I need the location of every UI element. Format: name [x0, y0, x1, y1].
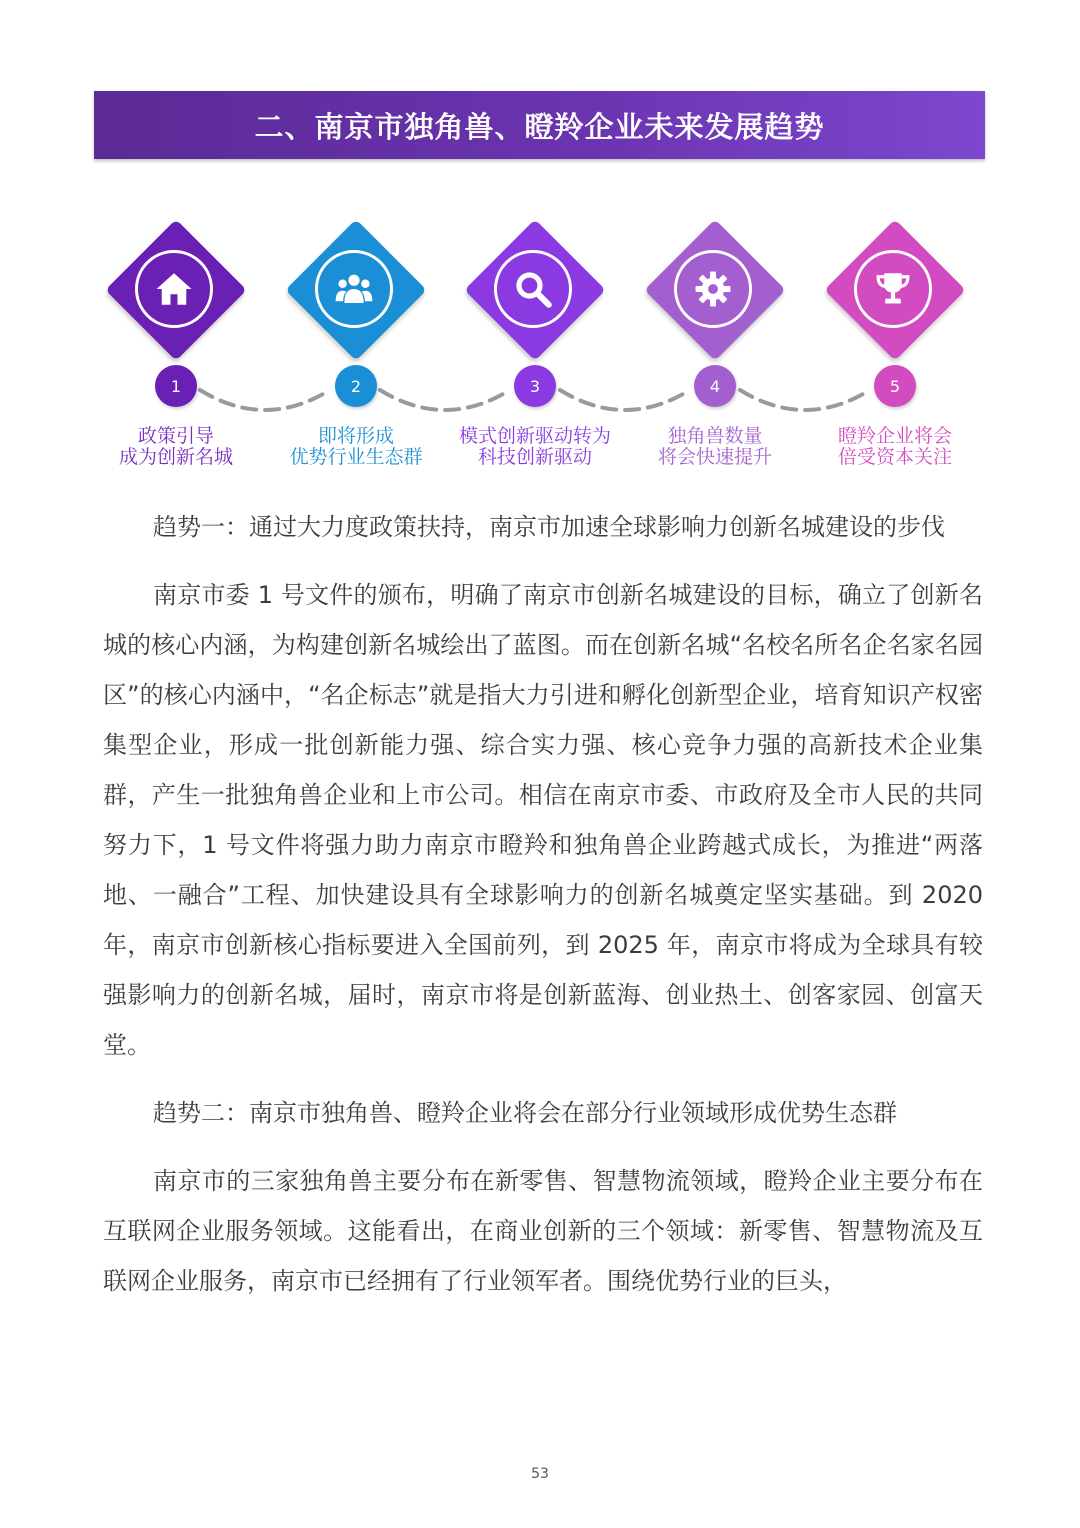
trend-1-heading: 趋势一：通过大力度政策扶持，南京市加速全球影响力创新名城建设的步伐: [153, 513, 945, 541]
step-number: 3: [514, 365, 556, 407]
step-number: 5: [874, 365, 916, 407]
section-title-banner: [94, 91, 985, 159]
step-label: 模式创新驱动转为 科技创新驱动: [458, 425, 611, 468]
gear-icon: [674, 250, 752, 328]
search-icon: [494, 250, 572, 328]
trend-infographic: [0, 210, 1080, 490]
body-text: [103, 502, 983, 1306]
trend-1-paragraph: 南京市委 1 号文件的颁布，明确了南京市创新名城建设的目标，确立了创新名城的核心内涵，为构建创新名城绘出了蓝图。而在创新名城“名校名所名企名家名园区”的核心内涵中，“名企标志”就是指大力引进和孵化创新型企业，培育知识产权密集型企业，形成一批创新能力强、综合实力强、核心竞争力强的高新技术企业集群，产生一批独角兽企业和上市公司。相信在南京市委、市政府及全市人民的共同努力下，1 号文件将强力助力南京市瞪羚和独角兽企业跨越式成长，为推进“两落地、一融合”工程、加快建设具有全球影响力的创新名城奠定坚实基础。到 2020 年，南京市创新核心指标要进入全国前列，到 2025 年，南京市将成为全球具有较强影响力的创新名城，届时，南京市将是创新蓝海、创业热土、创客家园、创富天堂。: [103, 581, 983, 1059]
page-number: 53: [531, 1466, 549, 1482]
step-number: 4: [694, 365, 736, 407]
step-label: 独角兽数量 将会快速提升: [657, 425, 772, 468]
users-icon: [315, 250, 393, 328]
trophy-icon: [854, 250, 932, 328]
trend-2-heading: 趋势二：南京市独角兽、瞪羚企业将会在部分行业领域形成优势生态群: [153, 1099, 897, 1127]
step-number: 2: [335, 365, 377, 407]
step-label: 瞪羚企业将会 倍受资本关注: [837, 425, 952, 468]
trend-step-5: [775, 210, 1015, 480]
home-icon: [135, 250, 213, 328]
step-number: 1: [155, 365, 197, 407]
step-label: 政策引导 成为创新名城: [118, 425, 233, 468]
step-label: 即将形成 优势行业生态群: [289, 425, 423, 468]
section-title: 二、南京市独角兽、瞪羚企业未来发展趋势: [254, 109, 825, 144]
trend-2-paragraph: 南京市的三家独角兽主要分布在新零售、智慧物流领域，瞪羚企业主要分布在互联网企业服务领域。这能看出，在商业创新的三个领域：新零售、智慧物流及互联网企业服务，南京市已经拥有了行业领军者。围绕优势行业的巨头，: [103, 1167, 983, 1295]
